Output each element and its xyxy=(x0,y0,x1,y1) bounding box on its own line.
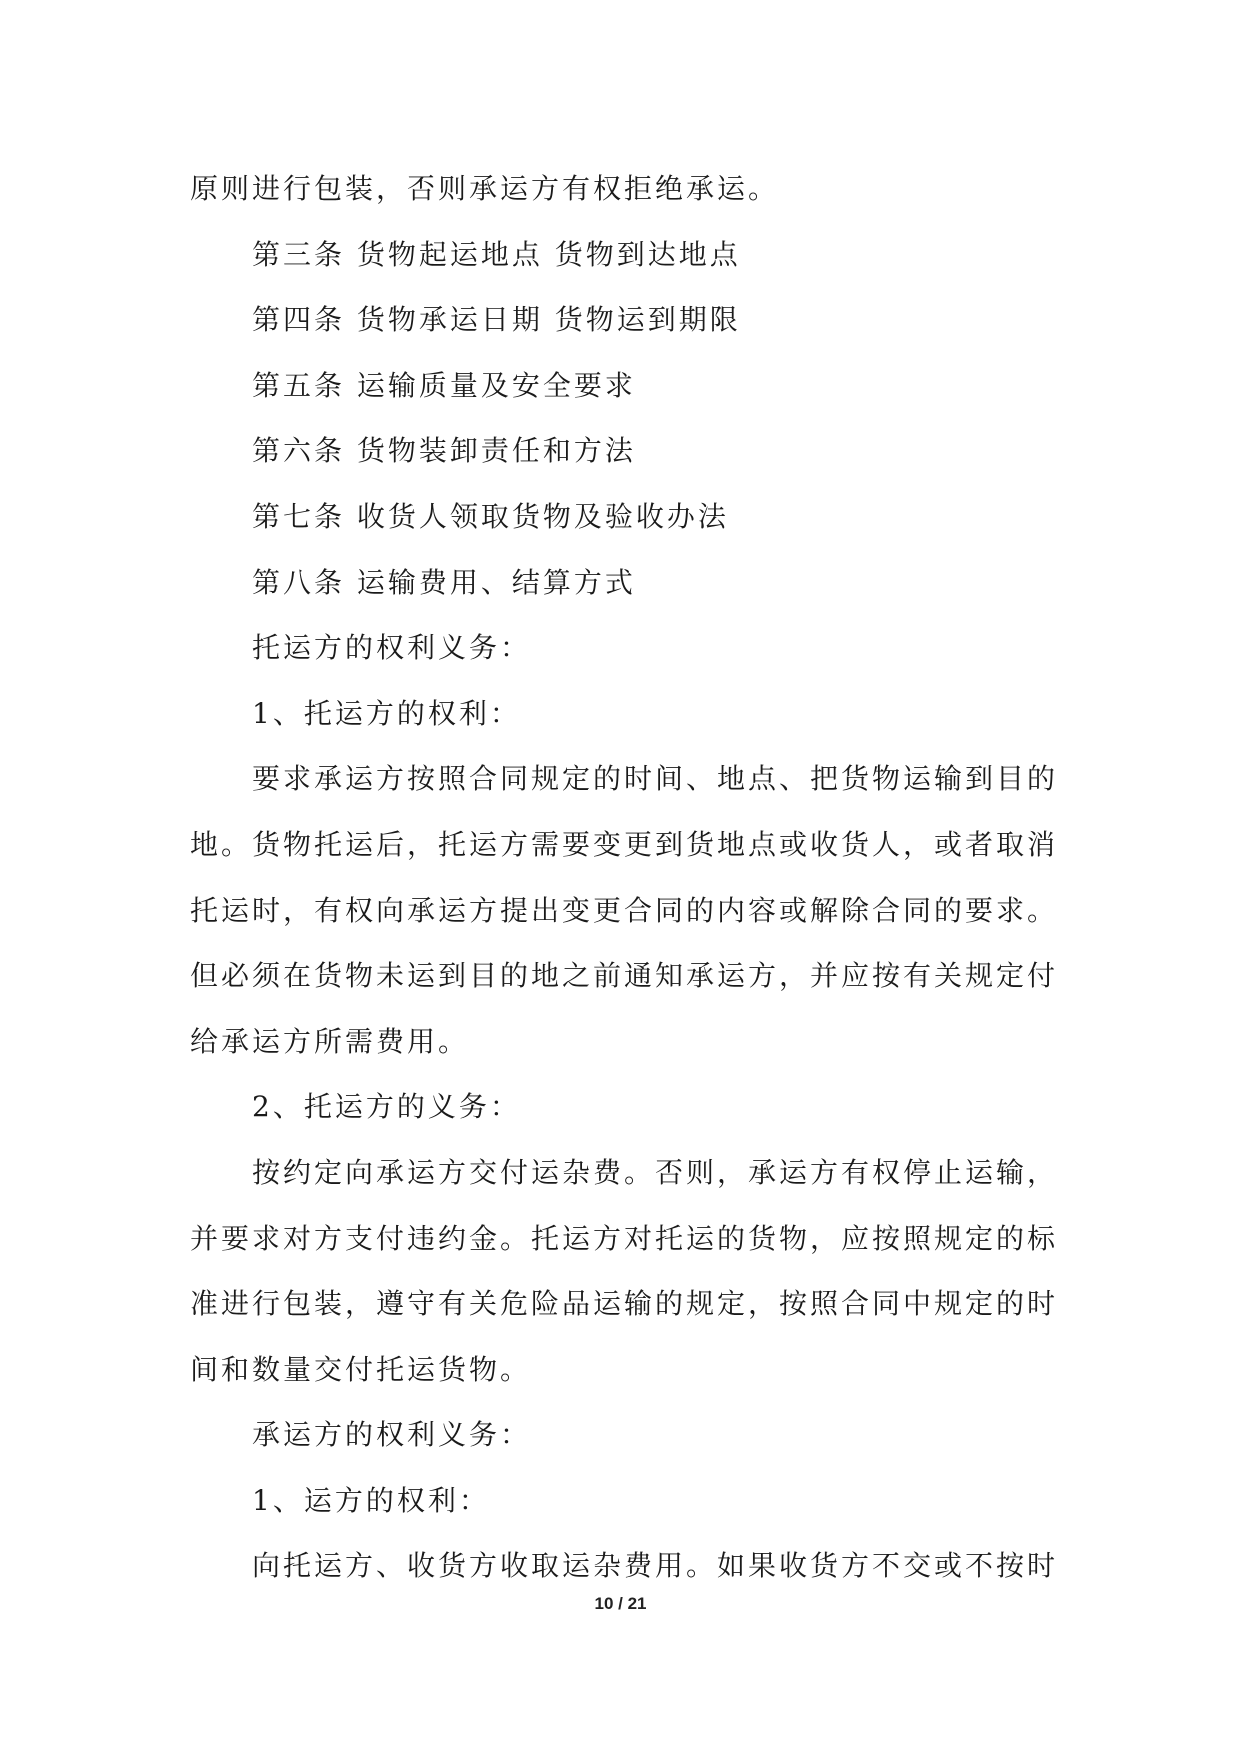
text-line: 间和数量交付托运货物。 xyxy=(190,1352,532,1386)
text-line: 第七条 收货人领取货物及验收办法 xyxy=(252,499,729,533)
text-line: 托运时，有权向承运方提出变更合同的内容或解除合同的要求。 xyxy=(190,893,1059,927)
text-line: 向托运方、收货方收取运杂费用。如果收货方不交或不按时 xyxy=(252,1549,1059,1583)
text-line: 第六条 货物装卸责任和方法 xyxy=(252,434,636,468)
document-body xyxy=(190,156,1070,1599)
text-line: 第五条 运输质量及安全要求 xyxy=(252,368,636,402)
text-line: 要求承运方按照合同规定的时间、地点、把货物运输到目的 xyxy=(252,762,1059,796)
text-line: 按约定向承运方交付运杂费。否则，承运方有权停止运输， xyxy=(252,1155,1059,1189)
text-line: 承运方的权利义务： xyxy=(252,1418,532,1452)
text-line: 托运方的权利义务： xyxy=(252,631,532,665)
text-line: 1、托运方的权利： xyxy=(252,696,521,730)
text-line: 第四条 货物承运日期 货物运到期限 xyxy=(252,303,741,337)
text-line: 但必须在货物未运到目的地之前通知承运方，并应按有关规定付 xyxy=(190,959,1059,993)
text-line: 1、运方的权利： xyxy=(252,1483,490,1517)
text-line: 2、托运方的义务： xyxy=(252,1090,521,1124)
text-line: 准进行包装，遵守有关危险品运输的规定，按照合同中规定的时 xyxy=(190,1287,1059,1321)
text-line: 原则进行包装，否则承运方有权拒绝承运。 xyxy=(190,172,780,205)
text-line: 并要求对方支付违约金。托运方对托运的货物，应按照规定的标 xyxy=(190,1221,1059,1255)
page-number: 10 / 21 xyxy=(594,1594,647,1613)
text-line: 第八条 运输费用、结算方式 xyxy=(252,565,636,599)
text-line: 地。货物托运后，托运方需要变更到货地点或收货人，或者取消 xyxy=(190,827,1059,861)
text-line: 第三条 货物起运地点 货物到达地点 xyxy=(252,237,741,271)
text-line: 给承运方所需费用。 xyxy=(190,1024,470,1058)
